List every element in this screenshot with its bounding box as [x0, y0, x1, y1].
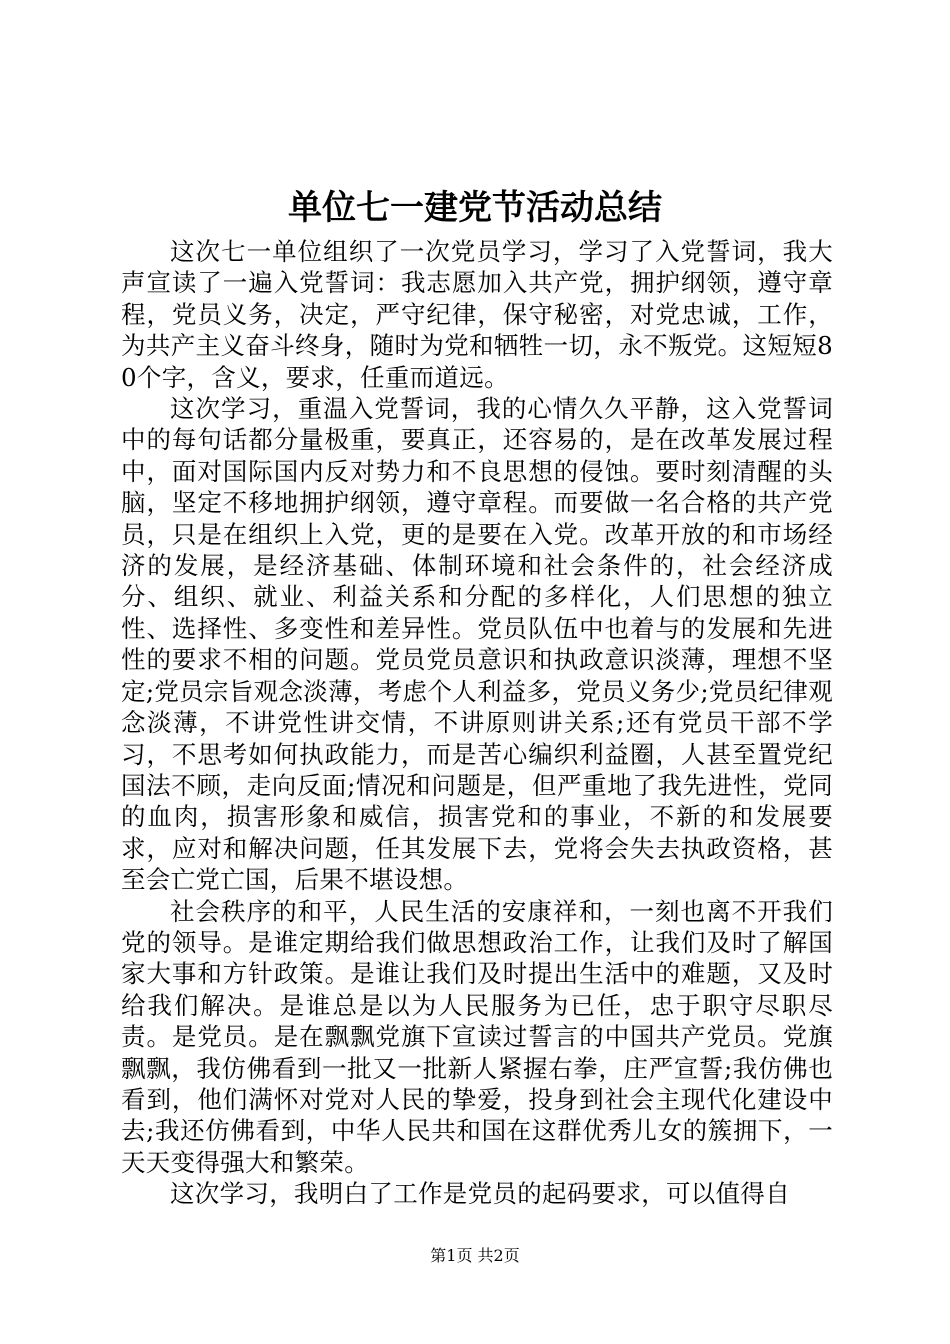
document-title: 单位七一建党节活动总结 — [288, 188, 662, 228]
document-body — [121, 236, 833, 1210]
paragraph-3: 社会秩序的和平，人民生活的安康祥和，一刻也离不开我们党的领导。是谁定期给我们做思想政治工作，让我们及时了解国家大事和方针政策。是谁让我们及时提出生活中的难题，又及时给我们解决。是谁总是以为人民服务为已任，忠于职守尽职尽责。是党员。是在飘飘党旗下宣读过誓言的中国共产党员。党旗飘飘，我仿佛看到一批又一批新人紧握右拳，庄严宣誓;我仿佛也看到，他们满怀对党对人民的挚爱，投身到社会主现代化建设中去;我还仿佛看到，中华人民共和国在这群优秀儿女的簇拥下，一天天变得强大和繁荣。 — [121, 896, 833, 1177]
paragraph-4: 这次学习，我明白了工作是党员的起码要求，可以值得自 — [170, 1179, 790, 1209]
paragraph-1: 这次七一单位组织了一次党员学习，学习了入党誓词，我大声宣读了一遍入党誓词：我志愿加入共产党，拥护纲领，遵守章程，党员义务，决定，严守纪律，保守秘密，对党忠诚，工作，为共产主义奋斗终身，随时为党和牺牲一切，永不叛党。这短短80个字，含义，要求，任重而道远。 — [121, 237, 833, 392]
paragraph-2: 这次学习，重温入党誓词，我的心情久久平静，这入党誓词中的每句话都分量极重，要真正，还容易的，是在改革发展过程中，面对国际国内反对势力和不良思想的侵蚀。要时刻清醒的头脑，坚定不移地拥护纲领，遵守章程。而要做一名合格的共产党员，只是在组织上入党，更的是要在入党。改革开放的和市场经济的发展，是经济基础、体制环境和社会条件的，社会经济成分、组织、就业、利益关系和分配的多样化，人们思想的独立性、选择性、多变性和差异性。党员队伍中也着与的发展和先进性的要求不相的问题。党员党员意识和执政意识淡薄，理想不坚定;党员宗旨观念淡薄，考虑个人利益多，党员义务少;党员纪律观念淡薄，不讲党性讲交情，不讲原则讲关系;还有党员干部不学习，不思考如何执政能力，而是苦心编织利益圈，人甚至置党纪国法不顾，走向反面;情况和问题是，但严重地了我先进性，党同的血肉，损害形象和威信，损害党和的事业，不新的和发展要求，应对和解决问题，任其发展下去，党将会失去执政资格，甚至会亡党亡国，后果不堪设想。 — [121, 394, 833, 895]
page-footer: 第1页 共2页 — [430, 1246, 520, 1265]
